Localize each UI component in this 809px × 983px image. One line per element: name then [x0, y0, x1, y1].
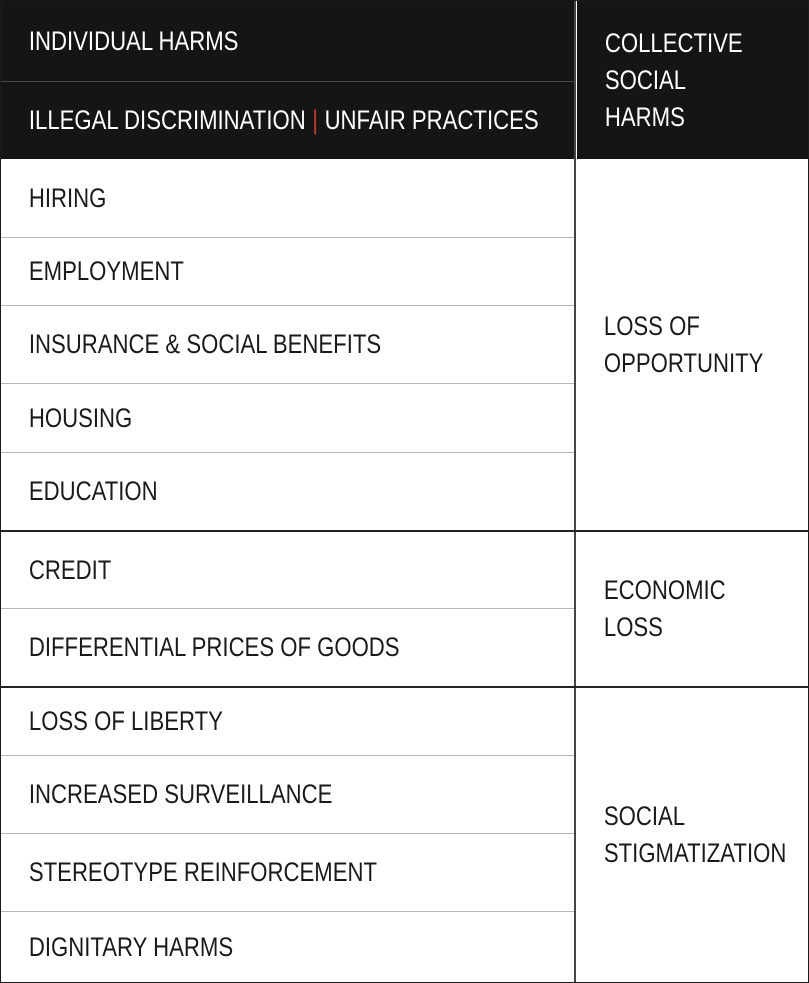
row-label: STEREOTYPE REINFORCEMENT: [28, 857, 378, 887]
collective-harm-cell: [576, 159, 766, 530]
collective-harm-line1: LOSS OF: [603, 310, 700, 341]
collective-harm-cell: [576, 688, 787, 982]
unfair-practices-label: UNFAIR PRACTICES: [324, 105, 539, 135]
row-label: CREDIT: [28, 554, 112, 585]
collective-header-line1: COLLECTIVE: [604, 27, 743, 58]
table-row: [1, 159, 471, 237]
collective-harm-line1: SOCIAL: [603, 801, 686, 831]
row-label: EMPLOYMENT: [28, 256, 184, 286]
table-row: [1, 384, 471, 452]
collective-harm-cell: [576, 532, 766, 686]
individual-harms-label: INDIVIDUAL HARMS: [28, 25, 239, 56]
collective-social-harms-header: [577, 1, 766, 159]
row-label: DIGNITARY HARMS: [28, 931, 234, 962]
table-row: [1, 756, 471, 833]
row-label: HIRING: [28, 182, 107, 213]
collective-header-line2: SOCIAL HARMS: [604, 64, 686, 132]
table-row: [1, 834, 471, 911]
discrimination-practices-header: [1, 82, 539, 159]
table-row: [1, 306, 471, 383]
row-label: EDUCATION: [28, 476, 158, 506]
individual-harms-header: [1, 1, 472, 81]
collective-harm-line2: OPPORTUNITY: [603, 347, 764, 378]
row-label: INSURANCE & SOCIAL BENEFITS: [28, 329, 382, 359]
header-separator: |: [312, 105, 319, 135]
table-row: [1, 532, 471, 608]
row-label: HOUSING: [28, 402, 133, 433]
collective-harm-line2: STIGMATIZATION: [603, 838, 787, 868]
table-row: [1, 688, 471, 755]
illegal-discrimination-label: ILLEGAL DISCRIMINATION: [28, 105, 306, 135]
table-row: [1, 238, 471, 305]
table-row: [1, 609, 471, 686]
collective-harm-line1: ECONOMIC LOSS: [603, 575, 726, 642]
row-label: DIFFERENTIAL PRICES OF GOODS: [28, 632, 400, 662]
table-row: [1, 912, 471, 982]
row-label: LOSS OF LIBERTY: [28, 706, 223, 736]
row-label: INCREASED SURVEILLANCE: [28, 779, 333, 809]
table-row: [1, 453, 471, 530]
